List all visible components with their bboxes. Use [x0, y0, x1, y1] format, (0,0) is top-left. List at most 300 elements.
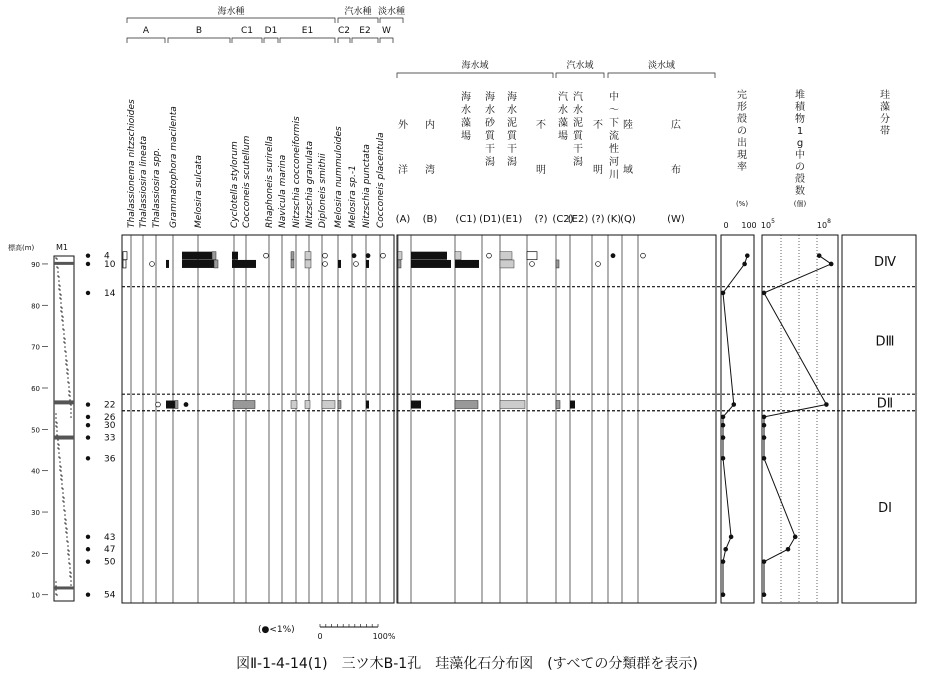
lithology-grain	[66, 360, 68, 362]
abundance-circle	[156, 402, 161, 407]
env-col-char: 潟	[507, 157, 517, 168]
top-group-bracket	[338, 18, 378, 23]
sample-label: 10	[104, 259, 116, 270]
zones-header: 藻	[880, 102, 890, 113]
presence-tick: 0	[723, 221, 729, 230]
y-tick-label: 90	[31, 260, 40, 269]
zone-label: DⅡ	[876, 396, 894, 412]
env-col-char: 潟	[485, 157, 495, 168]
env-col-code: (W)	[667, 214, 685, 225]
zone-label: DⅢ	[875, 334, 895, 350]
presence-header: 出	[737, 138, 747, 149]
sample-dot	[86, 456, 90, 460]
completeness-point	[721, 559, 726, 564]
env-col-code: (?)	[534, 214, 548, 225]
lithology-grain	[66, 536, 68, 538]
valves-header: 数	[795, 186, 805, 197]
species-name: Melosira sulcata	[194, 155, 204, 228]
env-group-label: 海水域	[461, 61, 489, 71]
abundance-bar	[411, 401, 421, 409]
species-headers	[127, 99, 386, 228]
abundance-circle	[264, 253, 269, 258]
lithology-column	[54, 256, 74, 601]
species-name: Cyclotella stylorum	[230, 141, 240, 228]
lithology-grain	[58, 452, 60, 454]
abundance-circle	[381, 253, 386, 258]
lithology-grain	[63, 333, 65, 335]
sample-dot	[86, 559, 90, 563]
lithology-grain	[66, 364, 68, 366]
top-subgroup-bracket	[380, 38, 393, 43]
zones-header: 帯	[880, 126, 890, 137]
valves-point	[762, 559, 767, 564]
valves-point	[824, 402, 829, 407]
env-col-code: (?)	[591, 214, 605, 225]
env-col-char: 干	[507, 144, 517, 155]
panel-frames	[122, 235, 916, 603]
valves-header: 物	[795, 114, 805, 125]
lithology-grain	[59, 289, 61, 291]
abundance-circle	[487, 253, 492, 258]
valves-tick-exp: 8	[827, 218, 831, 225]
data-marks	[123, 252, 834, 597]
env-col-char: 域	[623, 165, 633, 176]
lithology-grain	[62, 316, 64, 318]
env-col-code: (C2)	[552, 214, 574, 225]
abundance-bar	[366, 260, 369, 268]
sample-label: 30	[104, 421, 116, 432]
zone-label: DⅣ	[873, 254, 897, 270]
lithology-grain	[55, 581, 57, 583]
y-tick-label: 30	[31, 509, 40, 518]
lithology-grain	[65, 351, 67, 353]
env-col-char: 砂	[485, 118, 495, 129]
env-col-code: (A)	[395, 214, 411, 225]
abundance-bar	[398, 260, 401, 268]
abundance-bar	[291, 260, 294, 268]
lithology-grain	[61, 311, 63, 313]
y-tick-label: 10	[31, 591, 40, 600]
lithology-grain	[59, 285, 61, 287]
presence-unit: (%)	[735, 200, 749, 208]
env-col-char: 川	[609, 170, 619, 181]
valves-point	[762, 435, 767, 440]
completeness-point	[721, 592, 726, 597]
env-col-char: 海	[507, 92, 517, 103]
lithology-grain	[57, 271, 59, 273]
lithology-grain	[63, 501, 65, 503]
completeness-point	[721, 291, 726, 296]
abundance-bar	[322, 401, 335, 409]
valves-header: 殻	[795, 174, 805, 185]
sample-dot	[86, 435, 90, 439]
env-col-char: 湾	[425, 165, 435, 176]
lithology-grain	[68, 558, 70, 560]
lithology-grain	[65, 519, 67, 521]
abundance-circle	[354, 262, 359, 267]
env-group-label: 淡水域	[647, 61, 676, 71]
abundance-bar	[305, 260, 311, 268]
sample-label: 33	[104, 433, 116, 444]
lithology-grain	[58, 280, 60, 282]
top-subgroup-label: D1	[264, 26, 278, 36]
sample-label: 54	[104, 590, 116, 601]
lithology-grain	[65, 355, 67, 357]
lithology-grain	[60, 298, 62, 300]
abundance-bar	[500, 260, 514, 268]
completeness-point	[742, 262, 747, 267]
top-subgroup-bracket	[280, 38, 335, 43]
abundance-bar	[500, 401, 525, 409]
sample-dot	[86, 253, 90, 257]
top-subgroup-label: E2	[359, 26, 371, 36]
lithology-grain	[57, 267, 59, 269]
lithology-grain	[70, 580, 72, 582]
abundance-bar	[175, 401, 178, 409]
lithology-grain	[62, 324, 64, 326]
completeness-point	[721, 456, 726, 461]
lithology-grain	[56, 594, 58, 596]
valves-point	[762, 415, 767, 420]
lithology-grain	[60, 470, 62, 472]
env-col-code: (B)	[422, 214, 438, 225]
sample-label: 43	[104, 532, 116, 543]
lithology-grain	[59, 457, 61, 459]
lithology-grain	[66, 528, 68, 530]
top-subgroup-label: C2	[337, 26, 351, 36]
top-subgroup-bracket	[338, 38, 350, 43]
caption: 図Ⅱ-1-4-14(1) 三ツ木B-1孔 珪藻化石分布図 (すべての分類群を表示)	[236, 656, 698, 672]
valves-unit: (個)	[793, 200, 807, 208]
y-tick-label: 20	[31, 550, 40, 559]
lithology-grain	[59, 461, 61, 463]
presence-header: 殻	[737, 114, 747, 125]
y-tick-label: 70	[31, 343, 40, 352]
abundance-bar	[455, 401, 478, 409]
env-col-char: 質	[485, 131, 495, 142]
lithology-grain	[68, 382, 70, 384]
abundance-dot	[366, 253, 371, 258]
sample-dot	[86, 262, 90, 266]
env-col-char: 潟	[573, 157, 583, 168]
env-col-char: 水	[485, 105, 495, 116]
env-col-char: 海	[461, 92, 471, 103]
lithology-grain	[64, 514, 66, 516]
lithology-grain	[64, 346, 66, 348]
abundance-bar	[500, 252, 512, 260]
lithology-grain	[62, 492, 64, 494]
lithology-grain	[70, 412, 72, 414]
top-subgroup-label: B	[195, 26, 203, 36]
env-col-code: (E1)	[501, 214, 523, 225]
abundance-bar	[338, 401, 341, 409]
presence-header: 現	[737, 150, 747, 161]
abundance-bar	[182, 252, 212, 260]
top-subgroup-bracket	[232, 38, 262, 43]
abundance-bar	[214, 260, 218, 268]
abundance-bar	[123, 252, 127, 260]
env-col-char: 不	[593, 120, 603, 131]
lithology-grain	[56, 258, 58, 260]
sample-dot	[86, 593, 90, 597]
sample-label: 22	[104, 400, 116, 411]
species-name: Nitzschia punctata	[362, 144, 372, 228]
environment-headers	[396, 59, 715, 225]
species-name: Melosira sp.-1	[348, 165, 358, 228]
env-col-char: 水	[507, 105, 517, 116]
abundance-bar	[291, 252, 294, 260]
env-group-bracket	[397, 73, 553, 78]
top-subgroup-bracket	[264, 38, 278, 43]
valves-point	[762, 423, 767, 428]
abundance-bar	[556, 401, 560, 409]
lithology-grain	[70, 572, 72, 574]
lithology-grain	[67, 545, 69, 547]
env-col-char: 洋	[398, 165, 408, 176]
abundance-bar	[366, 401, 369, 409]
species-name: Thalassionema nitzschioides	[127, 99, 137, 228]
lithology-grain	[67, 369, 69, 371]
lithology-grain	[60, 466, 62, 468]
sample-dot	[86, 423, 90, 427]
abundance-bar	[411, 252, 447, 260]
legend-symbol: (●<1%)	[258, 625, 295, 635]
env-col-char: 広	[671, 120, 681, 131]
valves-header: 1	[796, 126, 804, 137]
abundance-circle	[323, 253, 328, 258]
lithology-grain	[70, 416, 72, 418]
lithology-grain	[67, 541, 69, 543]
top-subgroup-bracket	[168, 38, 230, 43]
lithology-grain	[70, 404, 72, 406]
abundance-dot	[611, 253, 616, 258]
abundance-circle	[323, 262, 328, 267]
env-col-char: 場	[558, 131, 568, 142]
env-col-char: 汽	[558, 92, 568, 103]
abundance-bar	[182, 260, 214, 268]
scale-label: 100%	[372, 632, 396, 641]
abundance-bar	[455, 260, 479, 268]
lithology-grain	[60, 302, 62, 304]
env-col-code: (E2)	[567, 214, 589, 225]
abundance-bar	[232, 252, 238, 260]
abundance-bar	[455, 252, 461, 260]
valves-point	[762, 592, 767, 597]
top-subgroup-bracket	[127, 38, 165, 43]
completeness-point	[745, 253, 750, 258]
depth-header: 標高(m)	[8, 244, 35, 252]
sample-dot	[86, 291, 90, 295]
abundance-dot	[184, 402, 189, 407]
completeness-point	[721, 415, 726, 420]
sample-label: 4	[104, 251, 110, 262]
env-panel-frame	[397, 235, 716, 603]
lithology-grain	[69, 563, 71, 565]
env-group-bracket	[556, 73, 604, 78]
abundance-circle	[530, 262, 535, 267]
abundance-bar	[527, 252, 537, 260]
species-name: Thalassiosira spp.	[152, 147, 162, 228]
lithology-grain	[64, 338, 66, 340]
lithology-grain	[70, 408, 72, 410]
top-group-bracket	[127, 18, 335, 23]
footer	[236, 624, 698, 672]
top-group-label: 海水種	[217, 7, 245, 17]
completeness-point	[723, 547, 728, 552]
right-headers	[723, 88, 890, 230]
y-tick-label: 50	[31, 426, 40, 435]
lithology-grain	[70, 584, 72, 586]
lithology-grain	[55, 417, 57, 419]
env-col-char: 泥	[507, 118, 517, 129]
species-name: Melosira nummuloides	[334, 126, 344, 228]
env-col-code: (D1)	[479, 214, 501, 225]
presence-tick: 100	[741, 221, 757, 230]
species-name: Diploneis smithii	[318, 153, 328, 228]
lithology-grain	[63, 497, 65, 499]
valves-line	[764, 256, 831, 595]
lithology-grain	[69, 567, 71, 569]
env-col-char: 外	[398, 120, 408, 131]
top-subgroup-label: W	[382, 26, 391, 36]
env-col-char: 陸	[623, 120, 633, 131]
lithology-grain	[64, 510, 66, 512]
lithology-grain	[58, 276, 60, 278]
valves-header: の	[795, 162, 805, 173]
species-name: Nitzschia granulata	[305, 140, 315, 228]
lithology-grain	[62, 320, 64, 322]
abundance-bar	[305, 252, 311, 260]
env-col-code: (C1)	[455, 214, 477, 225]
top-subgroup-label: C1	[240, 26, 254, 36]
env-col-char: 汽	[573, 92, 583, 103]
sample-dot	[86, 535, 90, 539]
top-group-label: 淡水種	[377, 7, 406, 17]
top-group-brackets	[127, 5, 405, 43]
presence-header: 率	[737, 162, 747, 173]
species-name: Thalassiosira lineata	[139, 135, 149, 228]
scale-label: 0	[317, 632, 323, 641]
sample-label: 50	[104, 557, 116, 568]
lithology-grain	[67, 377, 69, 379]
valves-header: g	[796, 138, 804, 149]
abundance-bar	[305, 401, 310, 409]
sample-dot	[86, 547, 90, 551]
valves-point	[793, 535, 798, 540]
lithology-grain	[56, 426, 58, 428]
lithology-grain	[64, 342, 66, 344]
sample-label: 26	[104, 412, 116, 423]
y-tick-label: 60	[31, 384, 40, 393]
lithology-grain	[58, 448, 60, 450]
lithology-grain	[65, 523, 67, 525]
zones-header: 分	[880, 114, 890, 125]
abundance-bar	[556, 260, 559, 268]
valves-point	[762, 456, 767, 461]
abundance-circle	[150, 262, 155, 267]
abundance-circle	[596, 262, 601, 267]
presence-header: 完	[737, 90, 747, 101]
abundance-circle	[641, 253, 646, 258]
lithology-grain	[68, 554, 70, 556]
top-subgroup-label: A	[142, 26, 150, 36]
lithology-grain	[63, 505, 65, 507]
abundance-bar	[233, 401, 255, 409]
lithology-band	[54, 400, 74, 404]
abundance-bar	[166, 401, 175, 409]
species-name: Nitzschia cocconeiformis	[292, 116, 302, 228]
lithology-grain	[69, 395, 71, 397]
env-col-char: 性	[609, 144, 619, 155]
env-col-code: (K)	[606, 214, 622, 225]
sample-dot	[86, 402, 90, 406]
valves-header: 積	[795, 102, 805, 113]
top-subgroup-label: E1	[301, 26, 314, 36]
valves-point	[786, 547, 791, 552]
env-group-bracket	[608, 73, 715, 78]
valves-panel-frame	[762, 235, 838, 603]
env-col-char: 藻	[461, 118, 471, 129]
sample-dot	[86, 415, 90, 419]
lithology-grain	[55, 413, 57, 415]
top-group-bracket	[380, 18, 403, 23]
env-group-label: 汽水域	[566, 61, 594, 71]
env-col-char: 場	[461, 131, 471, 142]
lithology-log	[8, 243, 116, 601]
env-col-char: 布	[671, 165, 681, 176]
top-subgroup-bracket	[352, 38, 378, 43]
lithology-band	[54, 262, 74, 265]
completeness-line	[723, 256, 747, 595]
completeness-point	[729, 535, 734, 540]
lithology-grain	[56, 422, 58, 424]
abundance-dot	[352, 253, 357, 258]
valves-header: 堆	[795, 90, 805, 101]
valves-point	[817, 253, 822, 258]
lithology-grain	[62, 488, 64, 490]
lithology-grain	[56, 430, 58, 432]
lithology-grain	[66, 532, 68, 534]
valves-point	[829, 262, 834, 267]
completeness-point	[721, 435, 726, 440]
zones-panel-frame	[842, 235, 916, 603]
lithology-band	[54, 436, 74, 440]
env-col-char: 明	[593, 165, 603, 176]
abundance-bar	[570, 401, 575, 409]
abundance-bar	[212, 252, 216, 260]
column-header: M1	[56, 243, 68, 252]
sample-label: 36	[104, 454, 116, 465]
lithology-grain	[61, 483, 63, 485]
abundance-bar	[338, 260, 341, 268]
abundance-bar	[291, 401, 297, 409]
presence-header: の	[737, 126, 747, 137]
zones-header: 珪	[880, 90, 890, 101]
species-name: Cocconeis scutellum	[242, 135, 252, 228]
env-col-char: 質	[573, 131, 583, 142]
lithology-band	[54, 586, 74, 589]
abundance-bar	[398, 252, 402, 260]
env-col-code: (Q)	[620, 214, 636, 225]
sample-label: 47	[104, 545, 116, 556]
env-col-char: 海	[485, 92, 495, 103]
valves-tick-exp: 5	[771, 218, 775, 225]
abundance-bar	[166, 260, 169, 268]
lithology-grain	[68, 550, 70, 552]
y-tick-label: 80	[31, 302, 40, 311]
env-col-char: 藻	[558, 118, 568, 129]
top-group-label: 汽水種	[344, 7, 372, 17]
